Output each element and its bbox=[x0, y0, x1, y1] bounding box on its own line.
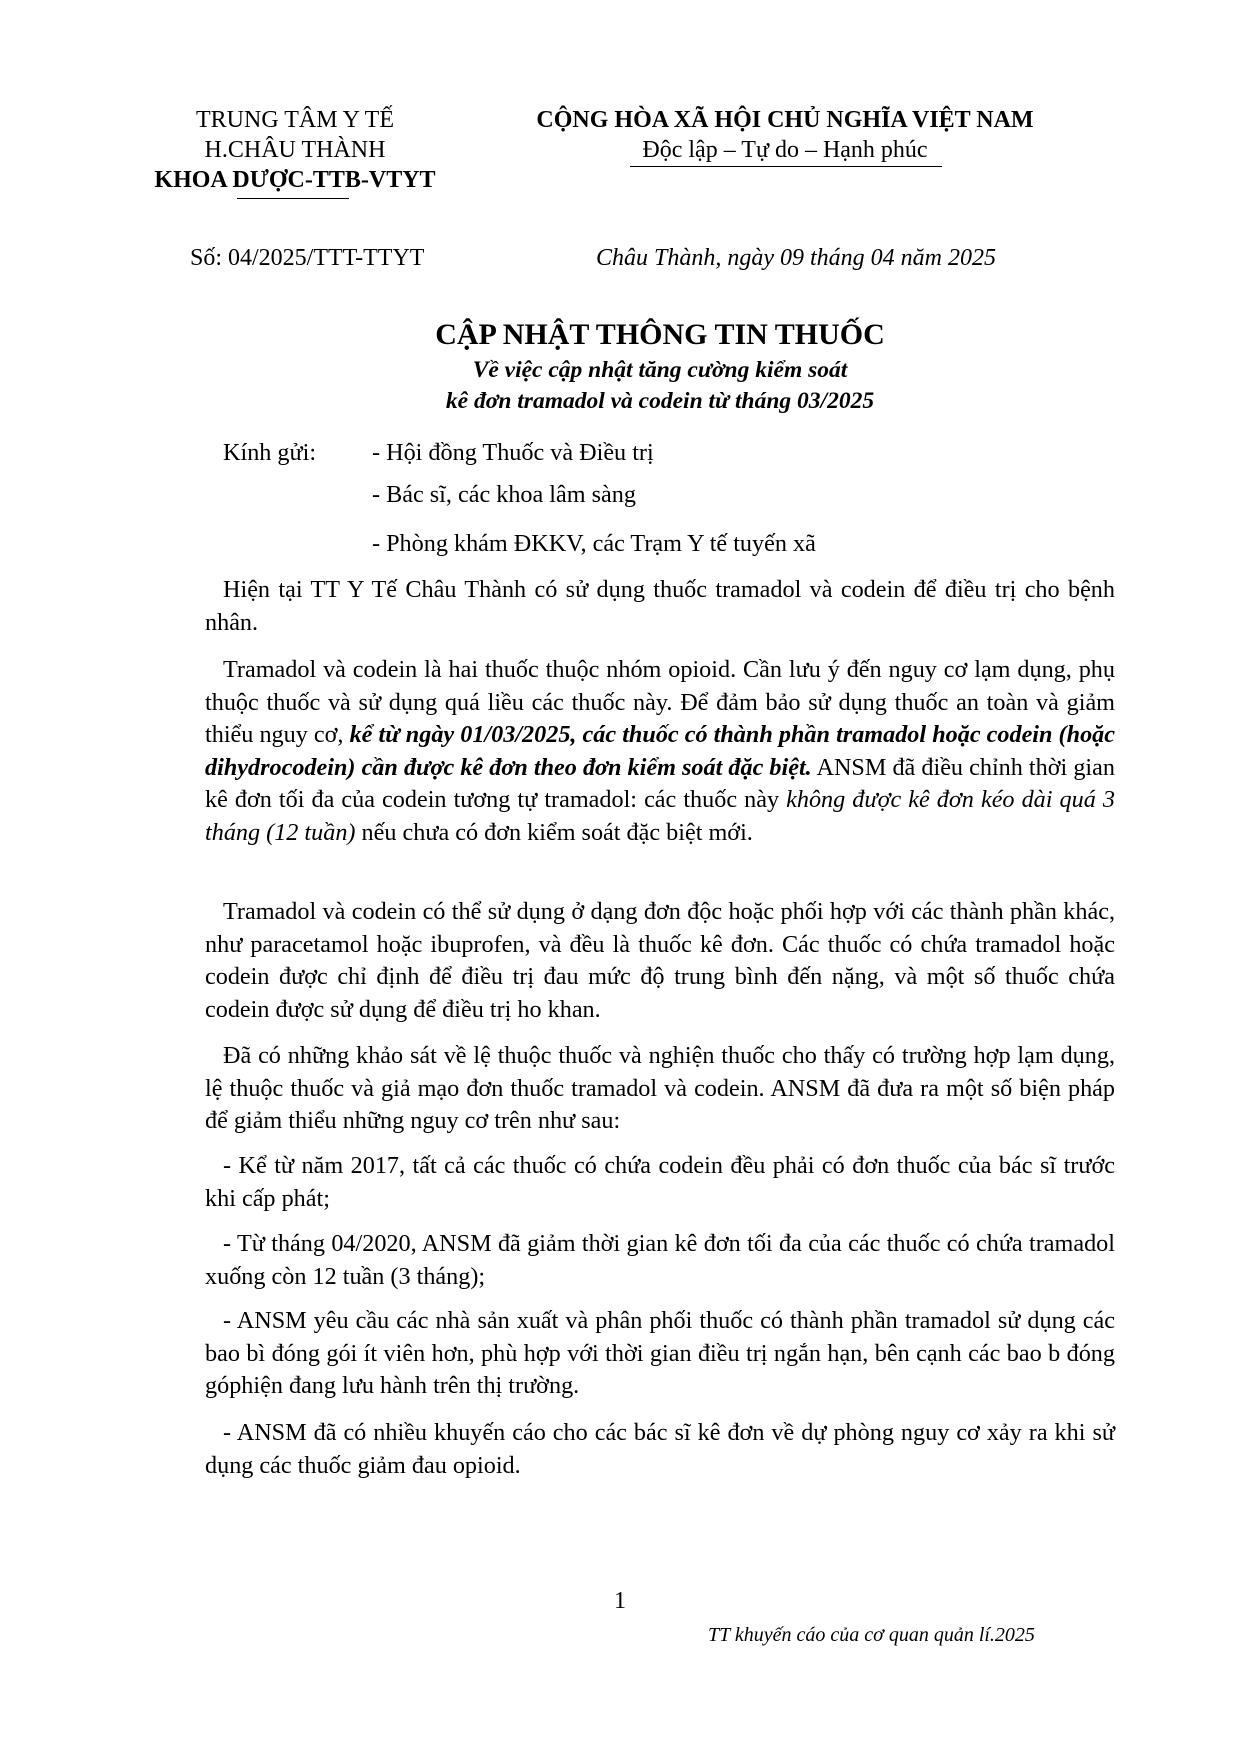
nation-motto: Độc lập – Tự do – Hạnh phúc bbox=[642, 137, 928, 163]
document-title: CẬP NHẬT THÔNG TIN THUỐC bbox=[435, 318, 885, 351]
header-left bbox=[150, 105, 440, 195]
recipients-label: Kính gửi: bbox=[223, 439, 317, 466]
paragraph-2-text-a: Tramadol và codein là hai thuốc thuộc nhóm opioid. Cần lưu ý đến nguy cơ lạm dụng, phụ thuộc thuốc và sử dụng quá liều các thuốc này. Để đảm bảo sử dụng thuốc an toàn và giảm thiểu nguy cơ, bbox=[205, 656, 1115, 748]
bullet-1 bbox=[205, 1150, 1115, 1215]
header-left-underline bbox=[237, 198, 349, 199]
document-date: Châu Thành, ngày 09 tháng 04 năm 2025 bbox=[596, 245, 997, 271]
bullet-3-text: - ANSM yêu cầu các nhà sản xuất và phân phối thuốc có thành phần tramadol sử dụng các bao bì đóng gói ít viên hơn, phù hợp với thời gian điều trị ngắn hạn, bên cạnh các bao b đóng góphiện đang lưu hành trên thị trường. bbox=[205, 1307, 1115, 1399]
bullet-1-text: - Kể từ năm 2017, tất cả các thuốc có chứa codein đều phải có đơn thuốc của bác sĩ trước khi cấp phát; bbox=[205, 1152, 1115, 1212]
paragraph-1-text: Hiện tại TT Y Tế Châu Thành có sử dụng thuốc tramadol và codein để điều trị cho bệnh nhân. bbox=[205, 576, 1115, 636]
header-right bbox=[495, 105, 1075, 165]
recipient-1: - Hội đồng Thuốc và Điều trị bbox=[372, 439, 654, 466]
page-number: 1 bbox=[614, 1588, 626, 1614]
nation-title: CỘNG HÒA XÃ HỘI CHỦ NGHĨA VIỆT NAM bbox=[536, 107, 1034, 133]
paragraph-2-emphasis: kể từ ngày 01/03/2025, các thuốc có thành phần tramadol hoặc codein (hoặc dihydrocodein) cần được kê đơn theo đơn kiểm soát đặc biệt. bbox=[205, 721, 1115, 781]
org-line-3: KHOA DƯỢC-TTB-VTYT bbox=[154, 167, 436, 193]
paragraph-2 bbox=[205, 654, 1115, 849]
org-line-2: H.CHÂU THÀNH bbox=[204, 137, 386, 163]
page-footer: TT khuyến cáo của cơ quan quản lí.2025 bbox=[708, 1624, 1035, 1646]
paragraph-2-text-e: nếu chưa có đơn kiểm soát đặc biệt mới. bbox=[355, 818, 753, 846]
recipient-2: - Bác sĩ, các khoa lâm sàng bbox=[372, 481, 636, 508]
document-number: Số: 04/2025/TTT-TTYT bbox=[190, 245, 425, 271]
org-line-1: TRUNG TÂM Y TẾ bbox=[196, 107, 394, 133]
bullet-4-text: - ANSM đã có nhiều khuyến cáo cho các bác sĩ kê đơn về dự phòng nguy cơ xảy ra khi sử dụng các thuốc giảm đau opioid. bbox=[205, 1419, 1115, 1479]
document-subtitle bbox=[205, 355, 1115, 417]
subtitle-line-1: Về việc cập nhật tăng cường kiểm soát bbox=[472, 357, 848, 383]
bullet-2-text: - Từ tháng 04/2020, ANSM đã giảm thời gian kê đơn tối đa của các thuốc có chứa tramadol xuống còn 12 tuần (3 tháng); bbox=[205, 1230, 1115, 1290]
bullet-2 bbox=[205, 1228, 1115, 1293]
bullet-3 bbox=[205, 1305, 1115, 1403]
paragraph-2-text-c: ANSM đã điều chỉnh thời gian kê đơn tối đa của codein tương tự tramadol: các thuốc này bbox=[205, 753, 1115, 813]
paragraph-1 bbox=[205, 574, 1115, 639]
header-right-underline bbox=[630, 166, 942, 167]
subtitle-line-2: kê đơn tramadol và codein từ tháng 03/2025 bbox=[445, 388, 875, 414]
paragraph-4-text: Đã có những khảo sát về lệ thuộc thuốc và nghiện thuốc cho thấy có trường hợp lạm dụng, lệ thuộc thuốc và giả mạo đơn thuốc tramadol và codein. ANSM đã đưa ra một số biện pháp để giảm thiểu những nguy cơ trên như sau: bbox=[205, 1042, 1115, 1134]
recipient-3: - Phòng khám ĐKKV, các Trạm Y tế tuyến xã bbox=[372, 530, 816, 557]
paragraph-3-text: Tramadol và codein có thể sử dụng ở dạng đơn độc hoặc phối hợp với các thành phần khác, như paracetamol hoặc ibuprofen, và đều là thuốc kê đơn. Các thuốc có chứa tramadol hoặc codein được chỉ định để điều trị đau mức độ trung bình đến nặng, và một số thuốc chứa codein được sử dụng để điều trị ho khan. bbox=[205, 898, 1115, 1023]
paragraph-2-italic: không được kê đơn kéo dài quá 3 tháng (12 tuần) bbox=[205, 786, 1115, 846]
paragraph-3 bbox=[205, 896, 1115, 1026]
paragraph-4 bbox=[205, 1040, 1115, 1138]
bullet-4 bbox=[205, 1417, 1115, 1482]
